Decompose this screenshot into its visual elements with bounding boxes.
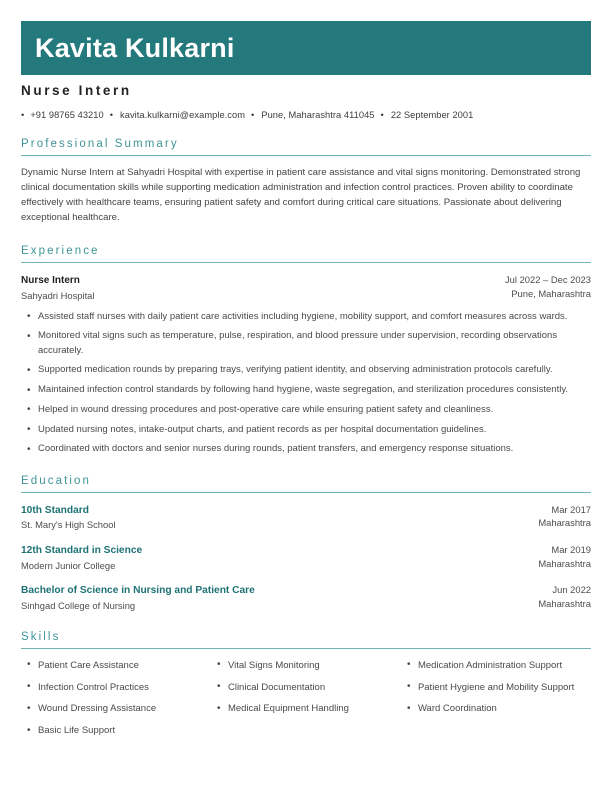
experience-organization: Sahyadri Hospital <box>21 289 95 301</box>
education-entry-list <box>21 503 591 613</box>
education-entry-right <box>538 503 591 530</box>
summary-paragraph: Dynamic Nurse Intern at Sahyadri Hospital with expertise in patient care assistance and vital signs monitoring. Demonstrated strong clinical documentation skills while supporting medication administration and infection control practices. Proven ability to coordinate effectively with healthcare teams, ensuring patient safety and comfort during critical care situations. Passionate about delivering exceptional healthcare. <box>21 167 581 223</box>
section-education <box>21 475 591 613</box>
experience-bullet-item: • Maintained infection control standards by following hand hygiene, waste segregation, and sterilization procedures consistently. <box>38 383 591 397</box>
experience-bullet-item: • Updated nursing notes, intake-output charts, and patient records as per hospital documentation guidelines. <box>38 423 591 437</box>
skill-item: • Medication Administration Support <box>418 659 581 673</box>
education-entry-left <box>21 504 116 532</box>
education-entry <box>21 543 591 572</box>
education-date: Mar 2019 <box>551 543 591 555</box>
skills-column-3 <box>401 659 591 746</box>
skills-column-1 <box>21 659 211 746</box>
section-heading-skills: Skills <box>21 631 591 649</box>
skills-column-2 <box>211 659 401 746</box>
skill-item: • Vital Signs Monitoring <box>228 659 391 673</box>
education-degree: Bachelor of Science in Nursing and Patient Care <box>21 585 255 597</box>
experience-date-range: Jul 2022 – Dec 2023 <box>504 274 591 286</box>
education-entry-left <box>21 544 142 572</box>
candidate-job-title: Nurse Intern <box>21 83 132 98</box>
experience-entry-right <box>505 273 591 300</box>
section-skills <box>21 631 591 746</box>
experience-entry <box>21 273 591 456</box>
experience-bullet-item: • Assisted staff nurses with daily patient care activities including hygiene, mobility support, and comfort measures across wards. <box>38 310 591 324</box>
education-entry-right <box>538 543 591 570</box>
contact-phone: +91 98765 43210 <box>30 110 104 120</box>
skills-list-2 <box>211 659 401 716</box>
contact-bullet-icon-0: • <box>21 110 25 120</box>
section-experience <box>21 245 591 456</box>
education-location: Maharashtra <box>538 598 591 609</box>
experience-bullet-item: • Coordinated with doctors and senior nurses during rounds, patient transfers, and emergency response situations. <box>38 442 591 456</box>
contact-date-of-birth: 22 September 2001 <box>390 110 474 120</box>
skill-item: • Patient Hygiene and Mobility Support <box>418 681 581 695</box>
education-institution: Modern Junior College <box>21 559 116 571</box>
skill-item: • Patient Care Assistance <box>38 659 201 673</box>
contact-bullet-icon-3: • <box>380 110 384 120</box>
contact-bullet-icon-2: • <box>251 110 255 120</box>
education-institution: St. Mary's High School <box>21 519 116 531</box>
experience-bullet-list <box>21 310 591 457</box>
experience-entry-header <box>21 273 591 302</box>
experience-entry-left <box>21 274 94 302</box>
education-date: Jun 2022 <box>552 584 591 596</box>
resume-body <box>21 138 591 746</box>
skills-list-3 <box>401 659 591 716</box>
section-heading-experience: Experience <box>21 245 591 263</box>
education-entry-left <box>21 584 255 612</box>
skill-item: • Basic Life Support <box>38 724 201 738</box>
education-entry-row <box>21 583 591 612</box>
skill-item: • Wound Dressing Assistance <box>38 702 201 716</box>
experience-job-title: Nurse Intern <box>21 275 80 287</box>
experience-bullet-item: • Supported medication rounds by preparing trays, verifying patient identity, and observing administration protocols carefully. <box>38 363 591 377</box>
education-entry-row <box>21 543 591 572</box>
contact-bullet-icon-1: • <box>109 110 114 120</box>
skill-item: • Clinical Documentation <box>228 681 391 695</box>
experience-bullet-item: • Helped in wound dressing procedures and post-operative care while ensuring patient safety and cleanliness. <box>38 403 591 417</box>
candidate-name: Kavita Kulkarni <box>35 32 235 63</box>
education-entry-right <box>538 583 591 610</box>
experience-bullet-item: • Monitored vital signs such as temperature, pulse, respiration, and blood pressure under supervision, recording observations accurately. <box>38 329 591 358</box>
skill-item: • Infection Control Practices <box>38 681 201 695</box>
education-entry <box>21 583 591 612</box>
education-location: Maharashtra <box>538 517 591 529</box>
skills-list-1 <box>21 659 211 738</box>
section-heading-education: Education <box>21 475 591 493</box>
contact-info-line <box>21 110 473 120</box>
contact-address: Pune, Maharashtra 411045 <box>261 110 375 120</box>
education-date: Mar 2017 <box>551 503 591 515</box>
skills-grid <box>21 659 591 746</box>
education-institution: Sinhgad College of Nursing <box>21 600 136 612</box>
skill-item: • Medical Equipment Handling <box>228 702 391 716</box>
education-location: Maharashtra <box>538 557 591 569</box>
experience-location: Pune, Maharashtra <box>511 288 591 300</box>
contact-email: kavita.kulkarni@example.com <box>120 110 246 120</box>
skill-item: • Ward Coordination <box>418 702 581 716</box>
section-heading-summary: Professional Summary <box>21 138 591 156</box>
section-professional-summary <box>21 138 591 225</box>
education-degree: 10th Standard <box>21 504 89 516</box>
education-entry <box>21 503 591 532</box>
header-banner <box>21 21 591 75</box>
education-degree: 12th Standard in Science <box>21 544 143 556</box>
education-entry-row <box>21 503 591 532</box>
